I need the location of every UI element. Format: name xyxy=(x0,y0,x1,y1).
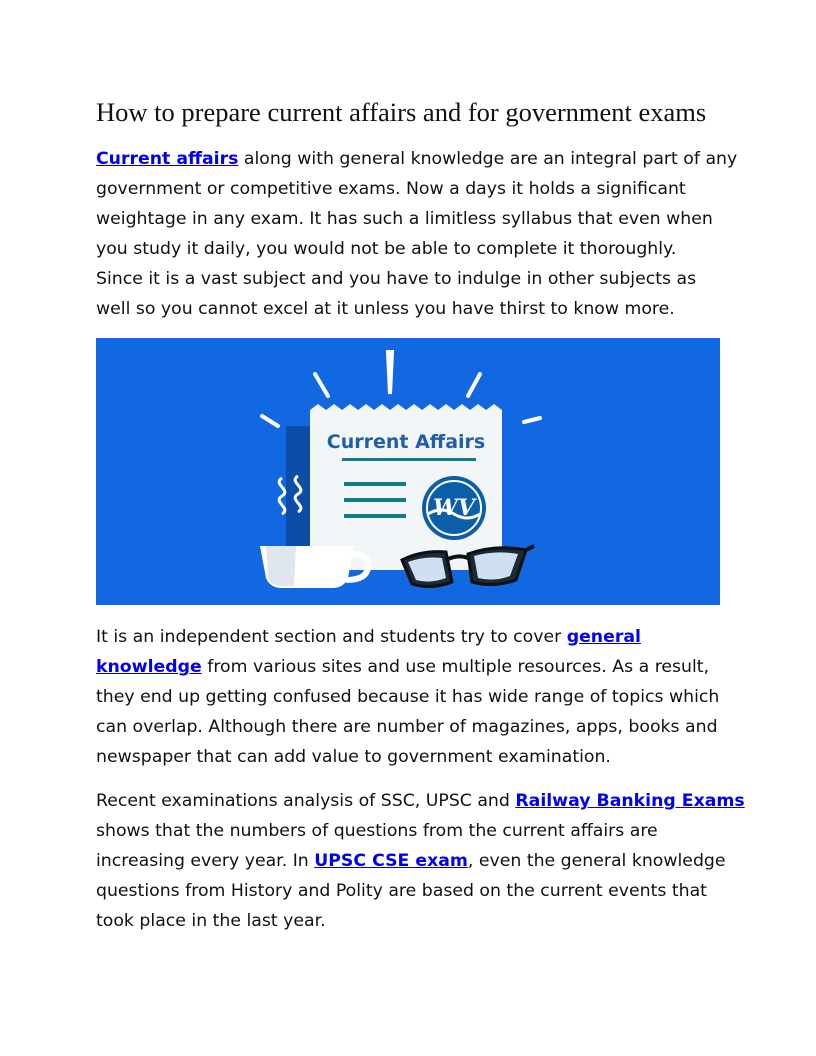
link-current-affairs[interactable]: Current affairs xyxy=(96,149,239,169)
text-line-icon xyxy=(344,514,406,518)
ray-icon xyxy=(468,374,480,396)
paragraph-intro xyxy=(96,144,736,324)
heading-underline xyxy=(342,458,476,461)
paragraph-general-knowledge xyxy=(96,622,736,772)
paragraph-line xyxy=(96,652,736,682)
paragraph-line: shows that the numbers of questions from the current affairs are xyxy=(96,821,658,841)
ray-icon xyxy=(524,418,540,422)
logo-text: WV xyxy=(433,495,475,521)
paragraph-exam-analysis xyxy=(96,786,745,936)
text-line-icon xyxy=(344,482,406,486)
paragraph-line: questions from History and Polity are based on the current events that xyxy=(96,881,707,901)
paper-torn-edge xyxy=(310,404,502,410)
paragraph-line: can overlap. Although there are number of magazines, apps, books and xyxy=(96,717,718,737)
text-span: , even the general knowledge xyxy=(467,851,726,871)
page-title: How to prepare current affairs and for government exams xyxy=(96,97,707,127)
illustration-heading: Current Affairs xyxy=(326,431,486,453)
text-span: along with general knowledge are an integral part of any xyxy=(238,149,738,169)
text-span: increasing every year. In xyxy=(96,851,315,871)
link-general-knowledge-part2[interactable]: knowledge xyxy=(96,657,202,677)
paragraph-line: newspaper that can add value to government examination. xyxy=(96,747,611,767)
paragraph-line: well so you cannot excel at it unless you have thirst to know more. xyxy=(96,299,675,319)
link-railway-banking-exams[interactable]: Railway Banking Exams xyxy=(515,791,745,811)
paragraph-line xyxy=(96,144,736,174)
paragraph-line xyxy=(96,622,736,652)
ray-icon xyxy=(262,416,278,426)
ray-icon xyxy=(315,374,328,396)
paragraph-line xyxy=(96,786,745,816)
paragraph-line: government or competitive exams. Now a days it holds a significant xyxy=(96,179,686,199)
paragraph-line: they end up getting confused because it has wide range of topics which xyxy=(96,687,720,707)
text-line-icon xyxy=(344,498,406,502)
paper-sheet xyxy=(310,404,502,570)
ray-icon xyxy=(388,352,392,394)
paragraph-line xyxy=(96,846,736,876)
current-affairs-illustration xyxy=(96,338,720,605)
text-span: from various sites and use multiple resources. As a result, xyxy=(201,657,710,677)
paragraph-line: Since it is a vast subject and you have to indulge in other subjects as xyxy=(96,269,697,289)
text-span: Recent examinations analysis of SSC, UPSC and xyxy=(96,791,516,811)
link-upsc-cse-exam[interactable]: UPSC CSE exam xyxy=(314,851,468,871)
paragraph-line: you study it daily, you would not be able to complete it thoroughly. xyxy=(96,239,677,259)
text-span: It is an independent section and students try to cover xyxy=(96,627,567,647)
paragraph-line: took place in the last year. xyxy=(96,911,326,931)
link-general-knowledge-part1[interactable]: general xyxy=(566,627,641,647)
wv-logo xyxy=(422,476,486,540)
paragraph-line: weightage in any exam. It has such a limitless syllabus that even when xyxy=(96,209,713,229)
